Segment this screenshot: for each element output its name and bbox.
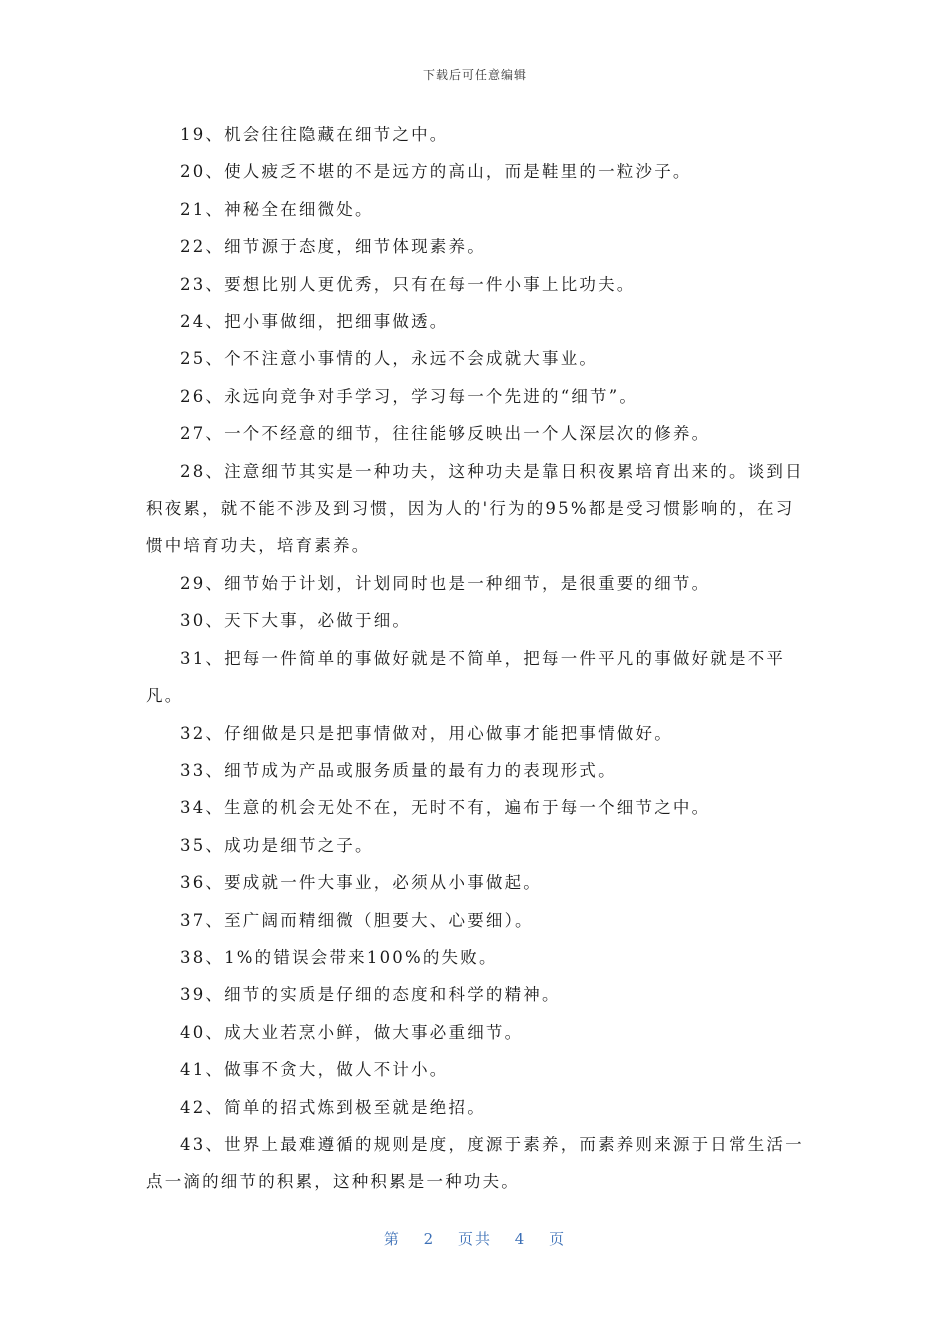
page-header: 下载后可任意编辑 xyxy=(422,68,527,82)
footer-page-number: 2 xyxy=(423,1230,436,1248)
footer-total-pages: 4 xyxy=(514,1230,527,1248)
paragraph-30: 30、天下大事，必做于细。 xyxy=(180,611,412,631)
paragraph-34: 34、生意的机会无处不在，无时不有，遍布于每一个细节之中。 xyxy=(180,798,711,818)
paragraph-42: 42、简单的招式炼到极至就是绝招。 xyxy=(180,1097,486,1117)
paragraph-41: 41、做事不贪大，做人不计小。 xyxy=(180,1060,449,1080)
page-footer xyxy=(0,1228,950,1249)
paragraph-27: 27、一个不经意的细节，往往能够反映出一个人深层次的修养。 xyxy=(180,424,711,444)
paragraph-43: 43、世界上最难遵循的规则是度，度源于素养，而素养则来源于日常生活一点一滴的细节的积累，这种积累是一种功夫。 xyxy=(146,1134,804,1192)
paragraph-37: 37、至广阔而精细微（胆要大、心要细）。 xyxy=(180,910,534,930)
paragraph-29: 29、细节始于计划，计划同时也是一种细节，是很重要的细节。 xyxy=(180,573,711,593)
paragraph-24: 24、把小事做细，把细事做透。 xyxy=(180,312,449,332)
paragraph-35: 35、成功是细节之子。 xyxy=(180,835,374,855)
paragraph-25: 25、个不注意小事情的人，永远不会成就大事业。 xyxy=(180,349,599,369)
footer-label-page: 第 xyxy=(383,1230,401,1248)
document-body xyxy=(146,116,806,1201)
paragraph-31: 31、把每一件简单的事做好就是不简单，把每一件平凡的事做好就是不平凡。 xyxy=(146,648,786,706)
paragraph-32: 32、仔细做是只是把事情做对，用心做事才能把事情做好。 xyxy=(180,723,673,743)
paragraph-36: 36、要成就一件大事业，必须从小事做起。 xyxy=(180,873,542,893)
paragraph-23: 23、要想比别人更优秀，只有在每一件小事上比功夫。 xyxy=(180,274,636,294)
paragraph-20: 20、使人疲乏不堪的不是远方的高山，而是鞋里的一粒沙子。 xyxy=(180,162,692,182)
footer-label-pages: 页 xyxy=(549,1230,567,1248)
paragraph-28: 28、注意细节其实是一种功夫，这种功夫是靠日积夜累培育出来的。谈到日积夜累，就不能不涉及到习惯，因为人的'行为的95%都是受习惯影响的，在习惯中培育功夫，培育素养。 xyxy=(146,461,804,556)
paragraph-26: 26、永远向竞争对手学习，学习每一个先进的“细节”。 xyxy=(180,386,639,406)
paragraph-39: 39、细节的实质是仔细的态度和科学的精神。 xyxy=(180,985,561,1005)
paragraph-19: 19、机会往往隐藏在细节之中。 xyxy=(180,125,449,144)
paragraph-21: 21、神秘全在细微处。 xyxy=(180,199,374,219)
paragraph-33: 33、细节成为产品或服务质量的最有力的表现形式。 xyxy=(180,760,617,780)
paragraph-22: 22、细节源于态度，细节体现素养。 xyxy=(180,237,486,257)
footer-label-of: 页共 xyxy=(457,1230,492,1248)
paragraph-38: 38、1%的错误会带来100%的失败。 xyxy=(180,947,498,967)
paragraph-40: 40、成大业若烹小鲜，做大事必重细节。 xyxy=(180,1022,524,1042)
